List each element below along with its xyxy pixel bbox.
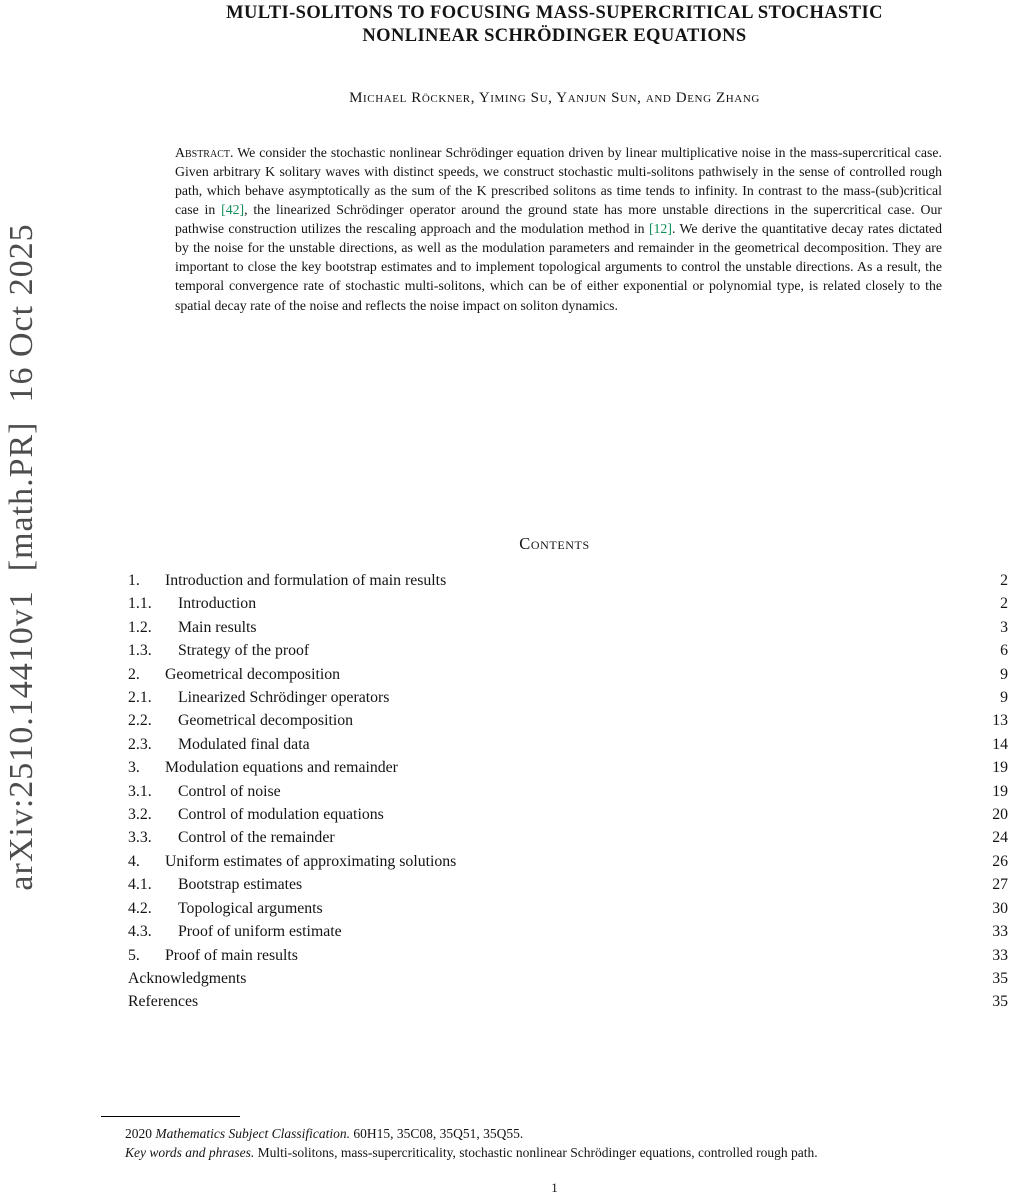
toc-entry-number: 2.1. xyxy=(128,689,152,707)
toc-entry-page: 27 xyxy=(992,876,1008,894)
abstract-label: Abstract. xyxy=(175,145,234,161)
toc-entry-number: 3.2. xyxy=(128,806,152,824)
toc-entry-title: Bootstrap estimates xyxy=(178,876,303,894)
citation-link-12[interactable]: [12] xyxy=(648,221,672,237)
toc-entry-page: 9 xyxy=(1000,689,1008,707)
toc-entry-page: 2 xyxy=(1000,572,1008,589)
toc-entry-page: 35 xyxy=(992,969,1008,987)
keywords-label: Key words and phrases. xyxy=(125,1145,255,1161)
footnote-rule xyxy=(101,1116,240,1117)
toc-entry-title: Modulation equations and remainder xyxy=(165,759,398,777)
toc-entry[interactable] xyxy=(128,803,1008,826)
toc-entry-number: 5. xyxy=(128,946,140,964)
toc-entry-page: 33 xyxy=(992,923,1008,941)
toc-entry-title: Topological arguments xyxy=(178,899,323,917)
toc-entry[interactable] xyxy=(128,569,1008,592)
toc-entry-number: 4.1. xyxy=(128,876,152,894)
toc-entry[interactable] xyxy=(128,756,1008,779)
toc-entry-number: 2. xyxy=(128,665,140,683)
toc-entry-page: 13 xyxy=(992,712,1008,730)
toc-entry[interactable] xyxy=(128,826,1008,849)
toc-entry-number: 1. xyxy=(128,572,140,589)
toc-entry-title: Main results xyxy=(178,618,257,636)
keywords-text: Multi-solitons, mass-supercriticality, stochastic nonlinear Schrödinger equations, controlled rough path. xyxy=(257,1145,818,1161)
toc-entry-title: References xyxy=(128,993,199,1011)
toc-entry[interactable] xyxy=(128,709,1008,732)
keywords-line xyxy=(101,1143,1008,1162)
toc-entry-page: 24 xyxy=(992,829,1008,847)
abstract-text-3: . We derive the quantitative decay rates dictated by the noise for the unstable directions, as well as the modulation parameters and remainder in the geometrical decomposition. They are important to close the key bootstrap estimates and to implement topological arguments to control the unstable directions. As a result, the temporal convergence rate of stochastic multi-solitons, which can be of either exponential or polynomial type, is related closely to the spatial decay rate of the noise and reflects the noise impact on soliton dynamics. xyxy=(175,221,942,313)
toc-entry-number: 1.1. xyxy=(128,595,152,613)
toc-entry-title: Control of modulation equations xyxy=(178,806,384,824)
toc-entry-title: Control of the remainder xyxy=(178,829,335,847)
toc-entry[interactable] xyxy=(128,850,1008,873)
toc-entry-page: 30 xyxy=(992,899,1008,917)
toc-entry[interactable] xyxy=(128,616,1008,639)
toc-entry-number: 4.2. xyxy=(128,899,152,917)
msc-year: 2020 xyxy=(125,1126,152,1141)
toc-entry-title: Geometrical decomposition xyxy=(178,712,354,730)
toc-entry-title: Uniform estimates of approximating solutions xyxy=(165,852,457,870)
toc-entry-page: 26 xyxy=(992,852,1008,870)
toc-entry-page: 35 xyxy=(992,993,1008,1011)
paper-title-line2: NONLINEAR SCHRÖDINGER EQUATIONS xyxy=(362,26,747,47)
toc-entry-number: 3.3. xyxy=(128,829,152,847)
toc-entry-page: 19 xyxy=(992,759,1008,777)
toc-entry[interactable] xyxy=(128,733,1008,756)
toc-entry-title: Geometrical decomposition xyxy=(165,665,341,683)
toc-entry[interactable] xyxy=(128,592,1008,615)
paper-title xyxy=(101,2,1008,48)
toc-entry-page: 2 xyxy=(1000,595,1008,613)
toc-entry-number: 4. xyxy=(128,852,140,870)
paper-content xyxy=(101,0,1008,1200)
toc-entry-title: Proof of uniform estimate xyxy=(178,923,342,941)
toc-list xyxy=(128,569,1008,1014)
toc-entry-number: 1.2. xyxy=(128,618,152,636)
toc-entry-page: 19 xyxy=(992,782,1008,800)
toc-entry[interactable] xyxy=(128,873,1008,896)
toc-entry-number: 3.1. xyxy=(128,782,152,800)
toc-entry-title: Proof of main results xyxy=(165,946,298,964)
abstract-text-2: , the linearized Schrödinger operator around the ground state has more unstable directions in the supercritical case. Our pathwise construction utilizes the rescaling approach and the modulation method in xyxy=(175,202,942,237)
toc-entry[interactable] xyxy=(128,686,1008,709)
toc-entry-number: 2.3. xyxy=(128,735,152,753)
toc-entry-title: Acknowledgments xyxy=(128,969,247,987)
arxiv-watermark: arXiv:2510.14410v1 [math.PR] 16 Oct 2025 xyxy=(3,223,40,891)
toc-entry-title: Introduction and formulation of main results xyxy=(165,572,447,589)
toc-entry[interactable] xyxy=(128,639,1008,662)
toc-entry-title: Introduction xyxy=(178,595,257,613)
toc-entry-title: Modulated final data xyxy=(178,735,310,753)
toc-entry-page: 9 xyxy=(1000,665,1008,683)
contents-section xyxy=(101,534,1008,1014)
toc-entry[interactable] xyxy=(128,780,1008,803)
toc-entry-title: Linearized Schrödinger operators xyxy=(178,689,390,707)
toc-entry-number: 1.3. xyxy=(128,642,152,660)
msc-label: Mathematics Subject Classification. xyxy=(155,1126,350,1141)
footnote-block xyxy=(101,1116,1008,1162)
contents-heading: Contents xyxy=(519,534,590,553)
toc-entry-title: Control of noise xyxy=(178,782,281,800)
toc-entry[interactable] xyxy=(128,944,1008,967)
toc-entry[interactable] xyxy=(128,990,1008,1013)
toc-entry[interactable] xyxy=(128,897,1008,920)
toc-entry[interactable] xyxy=(128,967,1008,990)
toc-entry-page: 3 xyxy=(1000,618,1008,636)
citation-link-42[interactable]: [42] xyxy=(221,202,245,218)
authors-line: Michael Röckner, Yiming Su, Yanjun Sun, and Deng Zhang xyxy=(349,90,760,107)
toc-entry-page: 6 xyxy=(1000,642,1008,660)
toc-entry[interactable] xyxy=(128,920,1008,943)
paper-title-line1: MULTI-SOLITONS TO FOCUSING MASS-SUPERCRITICAL STOCHASTIC xyxy=(226,3,883,23)
page-number: 1 xyxy=(551,1180,558,1195)
toc-entry-title: Strategy of the proof xyxy=(178,642,310,660)
abstract xyxy=(175,143,942,314)
toc-entry-page: 14 xyxy=(992,735,1008,753)
toc-entry[interactable] xyxy=(128,663,1008,686)
msc-line xyxy=(101,1124,1008,1143)
toc-entry-page: 20 xyxy=(992,806,1008,824)
msc-codes: 60H15, 35C08, 35Q51, 35Q55. xyxy=(353,1126,524,1141)
toc-entry-number: 3. xyxy=(128,759,140,777)
toc-entry-number: 4.3. xyxy=(128,923,152,941)
toc-entry-page: 33 xyxy=(992,946,1008,964)
toc-entry-number: 2.2. xyxy=(128,712,152,730)
abstract-text-1: We consider the stochastic nonlinear Schrödinger equation driven by linear multiplicative noise in the mass-supercritical case. Given arbitrary K solitary waves with distinct speeds, we construct stochastic multi-solitons pathwisely in the sense of controlled rough path, which behave asymptotically as the sum of the K prescribed solitons as time tends to infinity. In contrast to the mass-(sub)critical case in xyxy=(175,145,942,218)
